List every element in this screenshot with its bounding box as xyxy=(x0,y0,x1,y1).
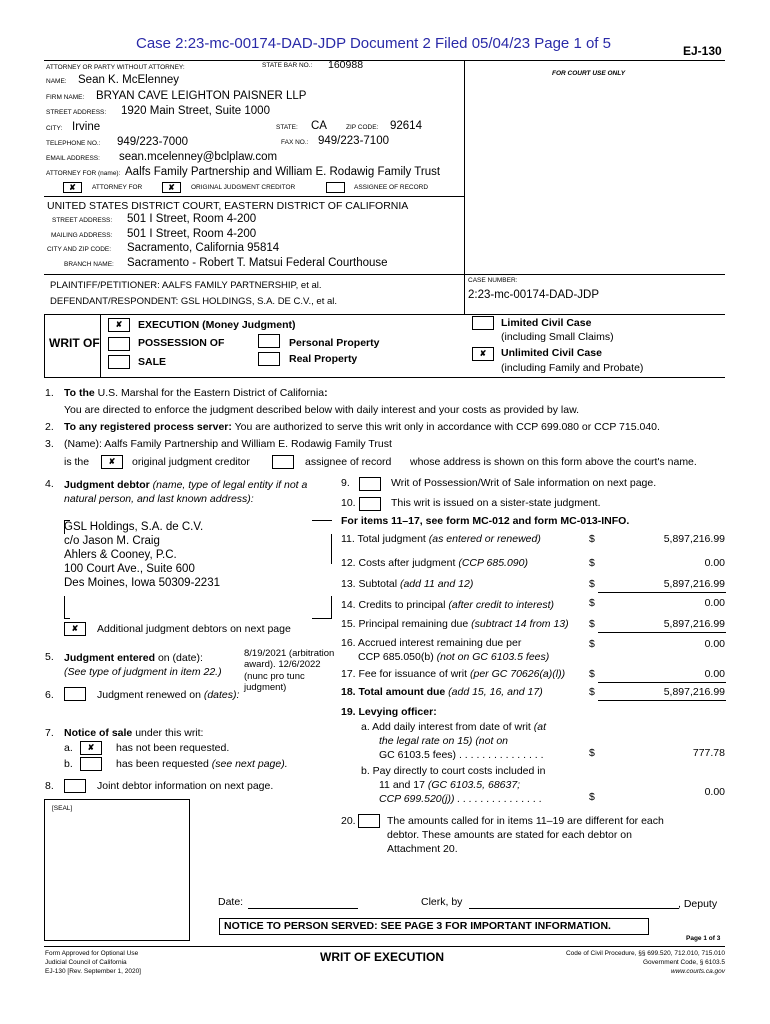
item7-b-text: has been requested xyxy=(116,758,209,770)
clerk-label: Clerk, by xyxy=(421,896,463,908)
attorney-for-label: ATTORNEY FOR (name): xyxy=(46,170,121,177)
amount-18: 5,897,216.99 xyxy=(663,686,725,698)
item19-b3: CCP 699.520(j)) . . . . . . . . . . . . . . . xyxy=(379,793,542,805)
assignee-checkbox[interactable] xyxy=(326,182,345,193)
item5 xyxy=(64,652,203,664)
item2-num: 2. xyxy=(45,421,54,433)
court-mailing: 501 I Street, Room 4-200 xyxy=(127,228,257,240)
item18-label: 18. Total amount due xyxy=(341,686,446,698)
attorney-zip: 92614 xyxy=(390,120,422,132)
item19-a3: GC 6103.5 fees) . . . . . . . . . . . . . . . xyxy=(379,749,544,761)
execution-label: EXECUTION (Money Judgment) xyxy=(138,319,296,331)
attorney-for-role: ATTORNEY FOR xyxy=(92,184,143,191)
item7-a: a. xyxy=(64,742,73,754)
possession-checkbox[interactable] xyxy=(108,337,130,351)
item16-label: 16. Accrued interest remaining due per xyxy=(341,637,522,649)
case-number-label: CASE NUMBER: xyxy=(468,277,518,284)
dollar-11: $ xyxy=(589,533,595,545)
item5-num: 5. xyxy=(45,651,54,663)
court-street: 501 I Street, Room 4-200 xyxy=(127,213,257,225)
clerk-line[interactable] xyxy=(469,908,679,909)
personal-property-label: Personal Property xyxy=(289,337,380,349)
item12-note: (CCP 685.090) xyxy=(458,557,528,569)
item5-date4: judgment) xyxy=(244,682,287,693)
footer-left3: EJ-130 [Rev. September 1, 2020] xyxy=(45,968,141,975)
footer-left2: Judicial Council of California xyxy=(45,959,127,966)
court-name: UNITED STATES DISTRICT COURT, EASTERN DISTRICT OF CALIFORNIA xyxy=(47,200,409,212)
item6-num: 6. xyxy=(45,689,54,701)
requested-checkbox[interactable] xyxy=(80,757,102,771)
item3-original: original judgment creditor xyxy=(132,456,250,468)
item7-num: 7. xyxy=(45,727,54,739)
notice-text: NOTICE TO PERSON SERVED: SEE PAGE 3 FOR IMPORTANT INFORMATION. xyxy=(224,920,611,932)
date-label: Date: xyxy=(218,896,244,908)
seal-label: [SEAL] xyxy=(52,805,73,812)
date-line[interactable] xyxy=(248,908,358,909)
item10-text: This writ is issued on a sister-state judgment. xyxy=(391,497,601,509)
item19-a1 xyxy=(361,721,546,733)
debtor-line2: c/o Jason M. Craig xyxy=(64,535,160,547)
item7 xyxy=(64,727,203,739)
item7-b-see: (see next page). xyxy=(211,758,288,770)
bar-number: 160988 xyxy=(328,59,364,71)
item14-note: (after credit to interest) xyxy=(448,599,555,611)
limited-label: Limited Civil Case xyxy=(501,317,592,329)
item7-b xyxy=(116,758,288,770)
assignee-item3-checkbox[interactable] xyxy=(272,455,294,469)
item5-date1: 8/19/2021 (arbitration xyxy=(244,648,335,659)
attorney-street: 1920 Main Street, Suite 1000 xyxy=(121,105,270,117)
limited-checkbox[interactable] xyxy=(472,316,494,330)
deputy-label: , Deputy xyxy=(678,898,718,910)
item1-text: U.S. Marshal for the Eastern District of California xyxy=(97,387,325,399)
dollar-14: $ xyxy=(589,597,595,609)
firm-name: BRYAN CAVE LEIGHTON PAISNER LLP xyxy=(96,90,307,102)
court-use-label: FOR COURT USE ONLY xyxy=(552,70,626,77)
item11-note: (as entered or renewed) xyxy=(428,533,541,545)
amount-12: 0.00 xyxy=(704,557,725,569)
dollar-12: $ xyxy=(589,557,595,569)
dollar-15: $ xyxy=(589,618,595,630)
possession-label: POSSESSION OF xyxy=(138,337,225,349)
footer-left1: Form Approved for Optional Use xyxy=(45,950,139,957)
joint-debtor-checkbox[interactable] xyxy=(64,779,86,793)
item9-text: Writ of Possession/Writ of Sale information on next page. xyxy=(391,477,657,489)
real-property-checkbox[interactable] xyxy=(258,352,280,366)
item15-label: 15. Principal remaining due xyxy=(341,618,469,630)
sale-checkbox[interactable] xyxy=(108,355,130,369)
item3-whose: whose address is shown on this form above the court's name. xyxy=(410,456,697,468)
bar-label: STATE BAR NO.: xyxy=(262,62,313,69)
item12-label: 12. Costs after judgment xyxy=(341,557,456,569)
dollar-17: $ xyxy=(589,668,595,680)
defendant: DEFENDANT/RESPONDENT: GSL HOLDINGS, S.A. DE C.V., et al. xyxy=(50,296,338,307)
amount-19a: 777.78 xyxy=(692,747,725,759)
fax-label: FAX NO.: xyxy=(281,139,309,146)
item6 xyxy=(97,689,239,701)
court-mailing-label: MAILING ADDRESS: xyxy=(51,232,113,239)
item14 xyxy=(341,599,554,611)
item7-b: b. xyxy=(64,758,73,770)
item16 xyxy=(358,651,549,663)
item4-text1: (name, type of legal entity if not a xyxy=(152,479,308,491)
item7-a-text: has not been requested. xyxy=(116,742,230,754)
phone-label: TELEPHONE NO.: xyxy=(46,140,101,147)
page-number: Page 1 of 3 xyxy=(686,935,721,942)
item11-label: 11. Total judgment xyxy=(341,533,426,545)
amount-13: 5,897,216.99 xyxy=(663,578,725,590)
possession-info-checkbox[interactable] xyxy=(359,477,381,491)
item9-num: 9. xyxy=(341,477,350,489)
item4-bold: Judgment debtor xyxy=(64,479,150,491)
court-city: Sacramento, California 95814 xyxy=(127,242,280,254)
additional-debtors-checkbox[interactable]: ✘ xyxy=(64,622,86,636)
court-branch-label: BRANCH NAME: xyxy=(64,261,114,268)
item20-text3: Attachment 20. xyxy=(387,843,458,855)
unlimited-checkbox[interactable]: ✘ xyxy=(472,347,494,361)
item5-text: on (date): xyxy=(157,652,203,664)
item2 xyxy=(64,421,660,433)
sale-label: SALE xyxy=(138,356,167,368)
footer-right1: Code of Civil Procedure, §§ 699.520, 712.010, 715.010 xyxy=(565,950,725,957)
item19-a2: the legal rate on 15) (not on xyxy=(379,735,509,747)
item1-line2: You are directed to enforce the judgment described below with daily interest and your costs as provided by law. xyxy=(64,404,579,416)
debtor-line4: 100 Court Ave., Suite 600 xyxy=(64,563,195,575)
item2-text: You are authorized to serve this writ only in accordance with CCP 699.080 or CCP 715.040. xyxy=(234,421,660,433)
debtor-line3: Ahlers & Cooney, P.C. xyxy=(64,549,177,561)
item11 xyxy=(341,533,541,545)
debtor-line5: Des Moines, Iowa 50309-2231 xyxy=(64,577,220,589)
writ-of-label: WRIT OF xyxy=(49,336,100,350)
item14-label: 14. Credits to principal xyxy=(341,599,446,611)
item8-num: 8. xyxy=(45,780,54,792)
dollar-19a: $ xyxy=(589,747,595,759)
footer-title: WRIT OF EXECUTION xyxy=(320,950,444,964)
zip-label: ZIP CODE: xyxy=(346,124,379,131)
attorney-for-checkbox[interactable]: ✘ xyxy=(63,182,82,193)
amount-11: 5,897,216.99 xyxy=(663,533,725,545)
amount-15: 5,897,216.99 xyxy=(663,618,725,630)
debtor-line1: GSL Holdings, S.A. de C.V. xyxy=(64,521,204,533)
item16-note: (not on GC 6103.5 fees) xyxy=(436,651,550,663)
sister-state-checkbox[interactable] xyxy=(359,497,381,511)
attorney-fax: 949/223-7100 xyxy=(318,135,389,147)
footer-right2: Government Code, § 6103.5 xyxy=(642,959,725,966)
original-creditor-item3-checkbox[interactable]: ✘ xyxy=(101,455,123,469)
item7-text: under this writ: xyxy=(135,727,204,739)
item19-b2 xyxy=(379,779,520,791)
attorney-state: CA xyxy=(311,120,327,132)
assignee-role: ASSIGNEE OF RECORD xyxy=(354,184,429,191)
item20-num: 20. xyxy=(341,815,356,827)
original-creditor-checkbox[interactable]: ✘ xyxy=(162,182,181,193)
plaintiff: PLAINTIFF/PETITIONER: AALFS FAMILY PARTNERSHIP, et al. xyxy=(50,280,322,291)
item8-text: Joint debtor information on next page. xyxy=(97,780,274,792)
dollar-19b: $ xyxy=(589,791,595,803)
item19-b1: b. Pay directly to court costs included in xyxy=(361,765,546,777)
renewed-checkbox[interactable] xyxy=(64,687,86,701)
item12 xyxy=(341,557,528,569)
item4-text2: natural person, and last known address): xyxy=(64,493,254,505)
city-label: CITY: xyxy=(46,125,63,132)
amount-14: 0.00 xyxy=(704,597,725,609)
street-label: STREET ADDRESS: xyxy=(46,109,107,116)
item3-is: is the xyxy=(64,456,90,468)
amount-17: 0.00 xyxy=(704,668,725,680)
item4 xyxy=(64,479,307,491)
item5-date3: (nunc pro tunc xyxy=(244,671,305,682)
item20-text1: The amounts called for in items 11–19 are different for each xyxy=(387,815,664,827)
unlimited-sub: (including Family and Probate) xyxy=(501,362,644,374)
execution-checkbox[interactable]: ✘ xyxy=(108,318,130,332)
real-property-label: Real Property xyxy=(289,353,358,365)
state-label: STATE: xyxy=(276,124,298,131)
personal-property-checkbox[interactable] xyxy=(258,334,280,348)
case-stamp: Case 2:23-mc-00174-DAD-JDP Document 2 Filed 05/04/23 Page 1 of 5 xyxy=(136,35,611,52)
item19-label: 19. Levying officer: xyxy=(341,706,437,718)
dollar-13: $ xyxy=(589,578,595,590)
item15 xyxy=(341,618,569,630)
item17 xyxy=(341,668,565,680)
item6-dates: (dates): xyxy=(203,689,240,701)
item1-bold: To the xyxy=(64,387,95,399)
attorney-for-name: Aalfs Family Partnership and William E. Rodawig Family Trust xyxy=(125,166,441,178)
item19-a1-at: (at xyxy=(533,721,547,733)
item20-text2: debtor. These amounts are stated for each debtor on xyxy=(387,829,632,841)
unlimited-label: Unlimited Civil Case xyxy=(501,347,602,359)
item3-name: (Name): Aalfs Family Partnership and William E. Rodawig Family Trust xyxy=(64,438,392,450)
firm-label: FIRM NAME: xyxy=(46,94,85,101)
amount-16: 0.00 xyxy=(704,638,725,650)
dollar-18: $ xyxy=(589,686,595,698)
item16-ccp: CCP 685.050(b) xyxy=(358,651,434,663)
item15-note: (subtract 14 from 13) xyxy=(471,618,569,630)
court-street-label: STREET ADDRESS: xyxy=(52,217,113,224)
item3-assignee: assignee of record xyxy=(305,456,392,468)
item3-num: 3. xyxy=(45,438,54,450)
not-requested-checkbox[interactable]: ✘ xyxy=(80,741,102,755)
item10-num: 10. xyxy=(341,497,356,509)
item6-text: Judgment renewed on xyxy=(97,689,201,701)
limited-sub: (including Small Claims) xyxy=(501,331,614,343)
item1 xyxy=(64,387,328,399)
case-number: 2:23-mc-00174-DAD-JDP xyxy=(468,289,600,301)
item13-note: (add 11 and 12) xyxy=(399,578,474,590)
item19-a1-text: a. Add daily interest from date of writ xyxy=(361,721,531,733)
item19-b2-text: 11 and 17 xyxy=(379,779,425,791)
item17-label: 17. Fee for issuance of writ xyxy=(341,668,468,680)
attorney-email: sean.mcelenney@bclplaw.com xyxy=(119,151,278,163)
item1-colon: : xyxy=(324,387,328,399)
item5-bold: Judgment entered xyxy=(64,652,156,664)
form-id: EJ-130 xyxy=(683,44,722,58)
item7-bold: Notice of sale xyxy=(64,727,133,739)
item13-label: 13. Subtotal xyxy=(341,578,398,590)
court-branch: Sacramento - Robert T. Matsui Federal Courthouse xyxy=(127,257,388,269)
item17-note: (per GC 70626(a)(l)) xyxy=(469,668,566,680)
item18 xyxy=(341,686,543,698)
item1-num: 1. xyxy=(45,387,54,399)
email-label: EMAIL ADDRESS: xyxy=(46,155,100,162)
additional-debtors-label: Additional judgment debtors on next page xyxy=(97,623,291,635)
attorney-phone: 949/223-7000 xyxy=(117,136,188,148)
court-city-label: CITY AND ZIP CODE: xyxy=(47,246,112,253)
item5-date2: award). 12/6/2022 xyxy=(244,659,321,670)
item18-note: (add 15, 16, and 17) xyxy=(448,686,543,698)
name-label: NAME: xyxy=(46,78,67,85)
different-amounts-checkbox[interactable] xyxy=(358,814,380,828)
original-creditor-role: ORIGINAL JUDGMENT CREDITOR xyxy=(191,184,296,191)
item19-b2-note: (GC 6103.5, 68637; xyxy=(427,779,521,791)
attorney-city: Irvine xyxy=(72,121,101,133)
item13 xyxy=(341,578,473,590)
attorney-name: Sean K. McElenney xyxy=(78,74,180,86)
attorney-section-label: ATTORNEY OR PARTY WITHOUT ATTORNEY: xyxy=(46,64,185,71)
footer-right3: www.courts.ca.gov xyxy=(670,968,725,975)
item2-bold: To any registered process server: xyxy=(64,421,232,433)
dollar-16: $ xyxy=(589,638,595,650)
for-items-note: For items 11–17, see form MC-012 and form MC-013-INFO. xyxy=(341,515,630,527)
item4-num: 4. xyxy=(45,478,54,490)
item5-sub: (See type of judgment in item 22.) xyxy=(64,666,222,678)
amount-19b: 0.00 xyxy=(704,786,725,798)
